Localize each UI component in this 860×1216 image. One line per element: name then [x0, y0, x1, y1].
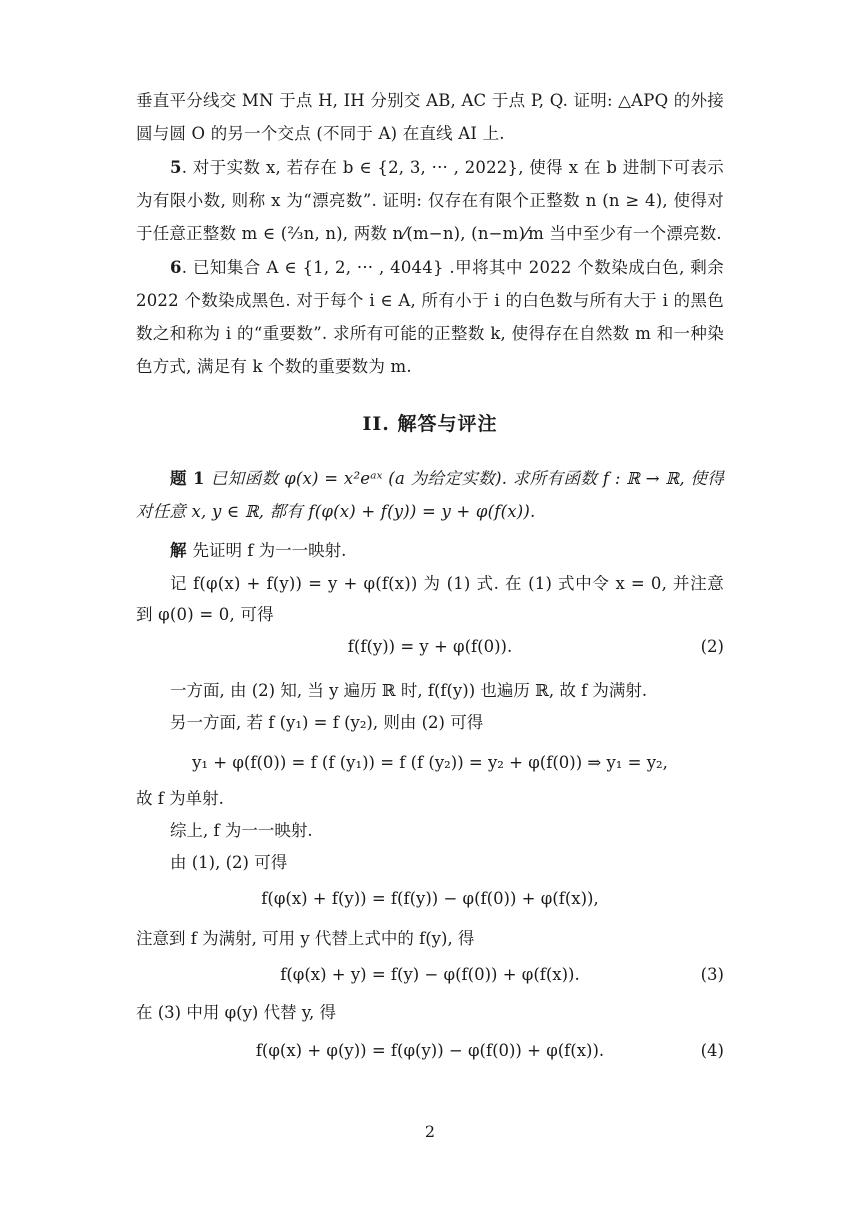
substitution-line: 在 (3) 中用 φ(y) 代替 y, 得	[136, 1003, 336, 1022]
problem-6-number: 6	[170, 258, 182, 277]
solution-para-1: 记 f(φ(x) + f(y)) = y + φ(f(x)) 为 (1) 式. 在 (1) 式中令 x = 0, 并注意到 φ(0) = 0, 可得	[136, 574, 724, 624]
equation-3-text: f(φ(x) + y) = f(y) − φ(f(0)) + φ(f(x)).	[280, 965, 580, 984]
section-title: II. 解答与评注	[362, 413, 498, 435]
summary-line: 综上, f 为一一映射.	[170, 821, 313, 840]
problem-5	[136, 151, 724, 250]
equation-combined-text: f(φ(x) + f(y)) = f(f(y)) − φ(f(0)) + φ(f(x)),	[261, 889, 599, 908]
equation-2-text: f(f(y)) = y + φ(f(0)).	[347, 637, 513, 656]
replace-line: 注意到 f 为满射, 可用 y 代替上式中的 f(y), 得	[136, 929, 475, 948]
problem-1-label: 题 1	[170, 469, 205, 488]
equation-injective-text: y₁ + φ(f(0)) = f (f (y₁)) = f (f (y₂)) = y₂ + φ(f(0)) ⇒ y₁ = y₂,	[192, 753, 668, 772]
problem-5-number: 5	[170, 158, 182, 177]
injective-line: 另一方面, 若 f (y₁) = f (y₂), 则由 (2) 可得	[170, 713, 484, 732]
injective-conclusion: 故 f 为单射.	[136, 789, 224, 808]
derivation-line: 由 (1), (2) 可得	[170, 853, 288, 872]
problem-1-statement	[136, 462, 724, 528]
equation-3	[136, 962, 724, 988]
solution-intro	[170, 538, 724, 564]
equation-combined	[136, 886, 724, 912]
problem-4-continuation: 垂直平分线交 MN 于点 H, IH 分别交 AB, AC 于点 P, Q. 证明: △APQ 的外接圆与圆 O 的另一个交点 (不同于 A) 在直线 AI 上.	[136, 91, 724, 143]
problem-5-text: . 对于实数 x, 若存在 b ∈ {2, 3, ··· , 2022}, 使得 x 在 b 进制下可表示为有限小数, 则称 x 为“漂亮数”. 证明: 仅存在有限个正整数 n (n ≥ 4), 使得对于任意正整数 m ∈ (⅔n, n), 两数 n⁄(m−n), (n−m)⁄m 当中至少有一个漂亮数.	[136, 158, 724, 243]
equation-4-number: (4)	[700, 1041, 724, 1060]
surjective-line: 一方面, 由 (2) 知, 当 y 遍历 ℝ 时, f(f(y)) 也遍历 ℝ, 故 f 为满射.	[170, 681, 648, 700]
equation-2	[136, 634, 724, 660]
equation-4	[136, 1038, 724, 1064]
problem-1-text: 已知函数 φ(x) = x²eᵃˣ (a 为给定实数). 求所有函数 f : ℝ → ℝ, 使得对任意 x, y ∈ ℝ, 都有 f(φ(x) + f(y)) = y + φ(f(x)).	[136, 469, 725, 521]
equation-injective	[136, 750, 724, 776]
solution-label: 解	[170, 541, 187, 560]
solution-intro-text: 先证明 f 为一一映射.	[192, 541, 347, 560]
equation-4-text: f(φ(x) + φ(y)) = f(φ(y)) − φ(f(0)) + φ(f(x)).	[255, 1041, 605, 1060]
page-number: 2	[424, 1122, 436, 1141]
problem-6	[136, 251, 724, 383]
problem-6-text: . 已知集合 A ∈ {1, 2, ··· , 4044} .甲将其中 2022 个数染成白色, 剩余 2022 个数染成黑色. 对于每个 i ∈ A, 所有小于 i 的白色数与所有大于 i 的黑色数之和称为 i 的“重要数”. 求所有可能的正整数 k, 使得存在自然数 m 和一种染色方式, 满足有 k 个数的重要数为 m.	[136, 258, 724, 376]
equation-2-number: (2)	[700, 637, 724, 656]
equation-3-number: (3)	[700, 965, 724, 984]
